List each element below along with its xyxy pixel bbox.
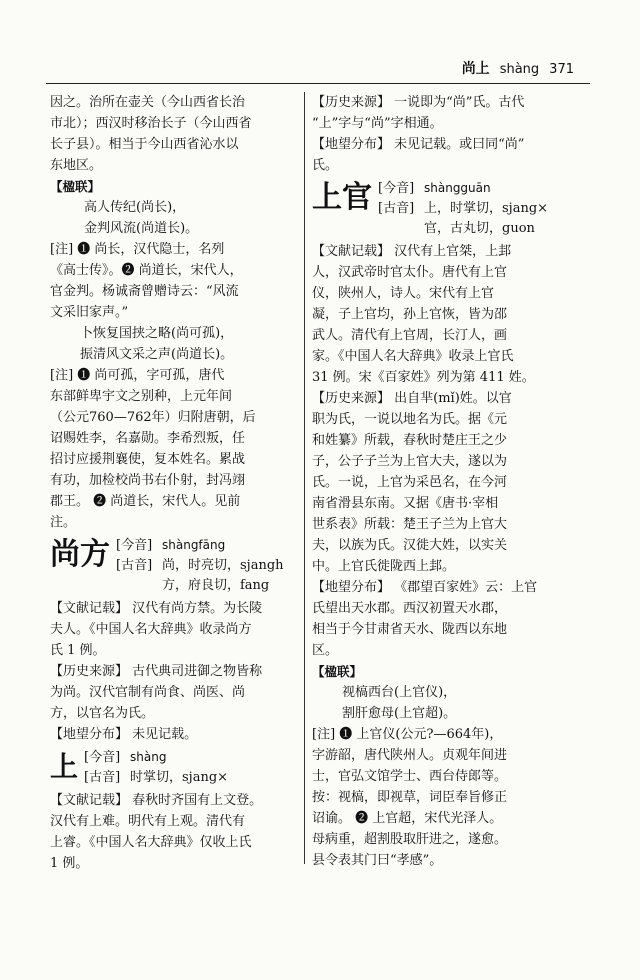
entry-head-shangfang — [50, 535, 298, 596]
note-line: 士，官弘文馆学士、西台侍郎等。 — [312, 769, 508, 784]
record-line: 武人。清代有上官周，长汀人，画 — [312, 328, 508, 343]
ancient-pronunciation: 官，古丸切，guon — [424, 221, 535, 236]
distribution-line: 【地望分布】 《郡望百家姓》云：上官 — [312, 580, 538, 595]
origin-line: 中。上官氏徙陇西上邽。 — [312, 559, 456, 574]
note-line: [注] ❶ 上官仪(公元?—664年)， — [312, 727, 503, 742]
today-label: [今音] — [84, 750, 121, 765]
record-line: 【文献记载】 汉代有尚方禁。为长陵 — [50, 601, 263, 616]
note-line: 有功，加检校尚书右仆射，封冯翊 — [50, 473, 246, 488]
note-line: 母病重，超割股取肝进之，遂愈。 — [312, 832, 508, 847]
intro-line: 因之。治所在壶关（今山西省长治 — [50, 95, 246, 110]
note-line: 县令表其门曰“孝感”。 — [312, 853, 443, 868]
couplet-section-tag: 【楹联】 — [312, 664, 363, 679]
entry-word: 上 — [50, 750, 79, 783]
intro-line: 长子县）。相当于今山西省沁水以 — [50, 137, 239, 152]
entry-word: 上官 — [312, 180, 372, 215]
ancient-pronunciation: 尚，时亮切，sjangh — [162, 558, 284, 573]
ancient-pronunciation: 时掌切，sjang× — [130, 770, 229, 785]
right-column — [312, 92, 588, 871]
distribution-line: 氏望出天水郡。西汉初置天水郡， — [312, 601, 508, 616]
distribution-line: 【地望分布】 未见记载。或曰同“尚” — [312, 137, 525, 152]
origin-line: 【历史来源】 一说即为“尚”氏。古代 — [312, 95, 525, 110]
page-number: 371 — [549, 62, 574, 77]
distribution-line: 【地望分布】 未见记载。 — [50, 727, 198, 742]
today-pronunciation: shàngfāng — [162, 538, 226, 552]
ancient-label: [古音] — [378, 201, 415, 216]
couplet-line: 视槁西台(上官仪)， — [342, 685, 457, 700]
intro-line: 市北）；西汉时移治长子（今山西省 — [50, 116, 252, 131]
ancient-label: [古音] — [84, 770, 121, 785]
left-column — [50, 92, 298, 874]
record-line: 【文献记载】 汉代有上官桀，上邽 — [312, 244, 512, 259]
record-line: 【文献记载】 春秋时齐国有上文登。 — [50, 793, 263, 808]
today-label: [今音] — [116, 538, 153, 553]
record-line: 家。《中国人名大辞典》收录上官氏 — [312, 349, 514, 364]
origin-line: 南省滑县东南。又据《唐书·宰相 — [312, 496, 499, 511]
origin-line: 子，公子子兰为上官大夫，遂以为 — [312, 454, 508, 469]
header-title: 尚上 — [461, 61, 490, 77]
origin-line: 为尚。汉代官制有尚食、尚医、尚 — [50, 685, 246, 700]
note-line: 郡王。 ❷ 尚道长，宋代人。见前 — [50, 494, 241, 509]
record-line: 1 例。 — [50, 856, 89, 871]
record-line: 上睿。《中国人名大辞典》仅收上氏 — [50, 835, 252, 850]
intro-line: 东地区。 — [50, 158, 103, 173]
record-line: 夫人。《中国人名大辞典》收录尚方 — [50, 622, 252, 637]
origin-line: 世系表》所载：楚王子兰为上官大 — [312, 517, 508, 532]
origin-line: 夫，以族为氏。汉徙大姓，以实关 — [312, 538, 508, 553]
entry-head-shang — [50, 747, 298, 788]
origin-line: 和姓纂》所载，春秋时楚庄王之少 — [312, 433, 508, 448]
origin-line: 职为氏，一说以地名为氏。据《元 — [312, 412, 508, 427]
distribution-line: 氏。 — [312, 158, 339, 173]
header-pinyin: shàng — [499, 62, 540, 77]
origin-line: 【历史来源】 古代典司进御之物皆称 — [50, 664, 263, 679]
column-divider — [304, 92, 305, 864]
origin-line: 方，以官名为氏。 — [50, 706, 155, 721]
ancient-label: [古音] — [116, 558, 153, 573]
origin-line: 氏。一说，上官为采邑名，在今河 — [312, 475, 508, 490]
record-line: 人，汉武帝时官太仆。唐代有上官 — [312, 265, 508, 280]
note-line: 官金判。杨诚斋曾赠诗云：“风流 — [50, 284, 239, 299]
note-line: 招讨应援荆襄使，复本姓名。累战 — [50, 452, 246, 467]
record-line: 汉代有上难。明代有上观。清代有 — [50, 814, 246, 829]
origin-line: “上”字与“尚”字相通。 — [312, 116, 443, 131]
ancient-pronunciation: 上，时掌切，sjang× — [424, 201, 549, 216]
distribution-line: 区。 — [312, 643, 339, 658]
couplet-section-tag: 【楹联】 — [50, 179, 101, 194]
couplet-line: 卜恢复国挟之略(尚可孤)， — [80, 326, 234, 341]
today-pronunciation: shàng — [130, 750, 167, 764]
note-line: 文采旧家声。” — [50, 305, 129, 320]
note-line: 字游韶，唐代陕州人。贞观年间进 — [312, 748, 508, 763]
origin-line: 【历史来源】 出自芈(mǐ)姓。以官 — [312, 391, 512, 406]
header-rule — [46, 83, 590, 84]
running-header — [60, 58, 574, 82]
entry-head-shangguan — [312, 178, 588, 239]
note-line: 注。 — [50, 515, 77, 530]
distribution-line: 相当于今甘肃省天水、陇西以东地 — [312, 622, 508, 637]
today-label: [今音] — [378, 181, 415, 196]
note-line: （公元760—762年）归附唐朝，后 — [50, 410, 256, 425]
couplet-line: 金判风流(尚道长)。 — [84, 221, 199, 236]
entry-word: 尚方 — [50, 537, 110, 572]
ancient-pronunciation: 方，府良切，fang — [162, 578, 270, 593]
record-line: 凝，子上官均，孙上官恢，皆为邵 — [312, 307, 508, 322]
note-line: 诏赐姓李，名嘉勋。李希烈叛，任 — [50, 431, 246, 446]
note-line: 《高士传》。❷ 尚道长，宋代人， — [50, 263, 243, 278]
couplet-line: 振清风文采之声(尚道长)。 — [80, 347, 234, 362]
record-line: 仪，陕州人，诗人。宋代有上官 — [312, 286, 495, 301]
record-line: 31 例。宋《百家姓》列为第 411 姓。 — [312, 370, 535, 385]
note-line: 东部鲜卑宇文之别种，上元年间 — [50, 389, 233, 404]
couplet-line: 割肝愈母(上官超)。 — [342, 706, 457, 721]
today-pronunciation: shàngguān — [424, 181, 491, 195]
note-line: [注] ❶ 尚长，汉代隐士，名列 — [50, 242, 225, 257]
note-line: 按：视槁，即视草，词臣奉旨修正 — [312, 790, 508, 805]
record-line: 氏 1 例。 — [50, 643, 106, 658]
note-line: 诏谕。 ❷ 上官超，宋代光泽人。 — [312, 811, 503, 826]
couplet-line: 高人传纪(尚长)， — [84, 200, 186, 215]
note-line: [注] ❶ 尚可孤，字可孤，唐代 — [50, 368, 225, 383]
